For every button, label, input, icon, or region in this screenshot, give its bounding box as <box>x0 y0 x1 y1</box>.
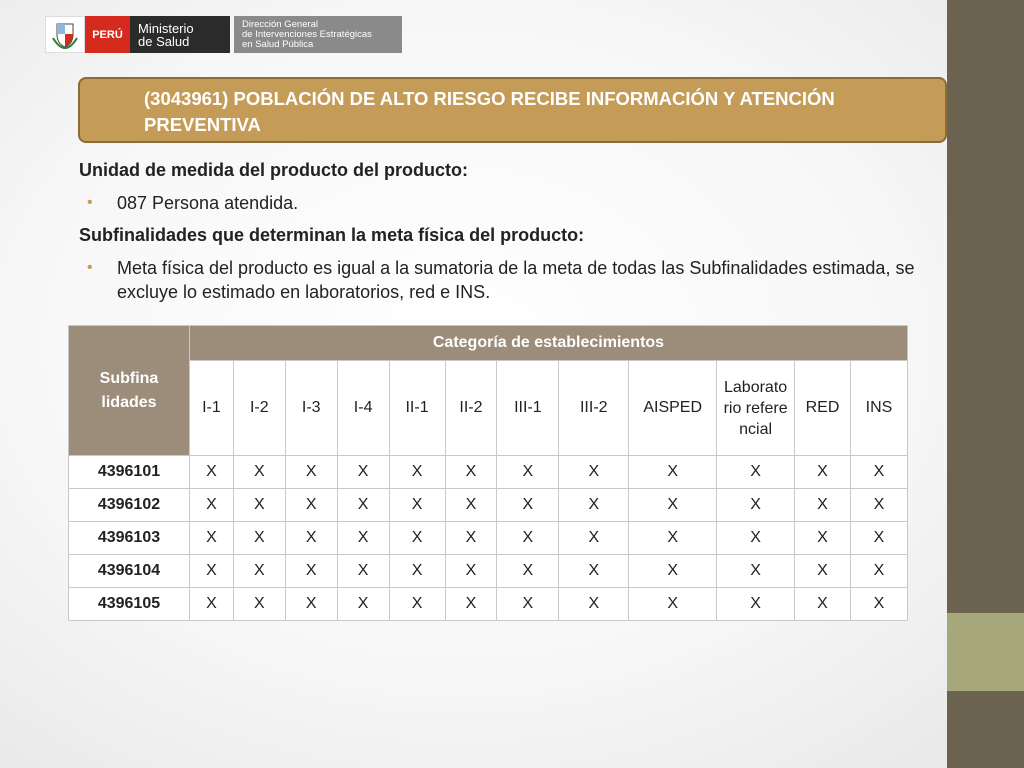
table-cell: X <box>497 588 559 621</box>
table-cell: X <box>445 522 497 555</box>
section2-heading: Subfinalidades que determinan la meta física del producto: <box>79 225 585 245</box>
column-header: I-1 <box>189 361 233 456</box>
row-id-cell: 4396101 <box>69 456 190 489</box>
table-cell: X <box>285 456 337 489</box>
direction-line-1: Dirección General <box>242 18 319 30</box>
table-cell: X <box>233 555 285 588</box>
slide-body <box>79 155 939 312</box>
table-cell: X <box>337 588 389 621</box>
table-cell: X <box>497 522 559 555</box>
table-cell: X <box>850 489 907 522</box>
table-cell: X <box>497 555 559 588</box>
column-header: II-2 <box>445 361 497 456</box>
table-cell: X <box>189 588 233 621</box>
section2-bullet-text: Meta física del producto es igual a la sumatoria de la meta de todas las Subfinalidades estimada, se excluye lo estimado en laboratorios, red e INS. <box>117 258 915 302</box>
subfinalidades-table <box>68 325 908 621</box>
table-cell: X <box>389 456 445 489</box>
table-row <box>69 489 908 522</box>
column-header: I-4 <box>337 361 389 456</box>
table-cell: X <box>389 588 445 621</box>
table-cell: X <box>233 522 285 555</box>
table-row <box>69 588 908 621</box>
table-cell: X <box>285 489 337 522</box>
table-cell: X <box>717 555 795 588</box>
table-row <box>69 456 908 489</box>
table-cell: X <box>285 522 337 555</box>
table-cell: X <box>233 489 285 522</box>
coat-of-arms-icon <box>45 16 85 53</box>
table-cell: X <box>795 489 851 522</box>
decorative-side-bar <box>947 0 1024 768</box>
table-cell: X <box>389 522 445 555</box>
table-cell: X <box>629 588 717 621</box>
table-cell: X <box>795 588 851 621</box>
table-cell: X <box>629 489 717 522</box>
row-id-cell: 4396102 <box>69 489 190 522</box>
table-cell: X <box>445 588 497 621</box>
table-cell: X <box>795 522 851 555</box>
table-cell: X <box>717 456 795 489</box>
table-cell: X <box>795 555 851 588</box>
table-cell: X <box>285 555 337 588</box>
table-cell: X <box>629 522 717 555</box>
section1-bullet-text: 087 Persona atendida. <box>117 193 299 213</box>
table-cell: X <box>629 456 717 489</box>
column-header: Laboratorio referencial <box>717 361 795 456</box>
decorative-side-bar-accent <box>947 613 1024 691</box>
row-header: Subfina lidades <box>69 326 190 456</box>
table-cell: X <box>717 588 795 621</box>
table-cell: X <box>445 489 497 522</box>
table-cell: X <box>559 588 629 621</box>
column-header: III-1 <box>497 361 559 456</box>
ministry-line-2: de Salud <box>138 33 190 49</box>
table-cell: X <box>189 522 233 555</box>
table-cell: X <box>233 456 285 489</box>
table-cell: X <box>717 489 795 522</box>
column-header: RED <box>795 361 851 456</box>
row-id-cell: 4396105 <box>69 588 190 621</box>
table-cell: X <box>795 456 851 489</box>
column-header: INS <box>850 361 907 456</box>
column-header: III-2 <box>559 361 629 456</box>
table-cell: X <box>445 555 497 588</box>
table-cell: X <box>285 588 337 621</box>
bullet-icon: • <box>87 259 93 276</box>
table-cell: X <box>337 456 389 489</box>
column-header: I-2 <box>233 361 285 456</box>
row-id-cell: 4396103 <box>69 522 190 555</box>
table-cell: X <box>559 555 629 588</box>
table-row <box>69 555 908 588</box>
table-cell: X <box>850 522 907 555</box>
ministry-line-1: Ministerio <box>138 20 194 36</box>
table-cell: X <box>559 456 629 489</box>
row-id-cell: 4396104 <box>69 555 190 588</box>
table-cell: X <box>389 555 445 588</box>
column-header: I-3 <box>285 361 337 456</box>
direction-name <box>234 16 402 53</box>
section1-heading: Unidad de medida del producto del producto: <box>79 160 469 180</box>
table-cell: X <box>559 522 629 555</box>
table-cell: X <box>337 555 389 588</box>
table-cell: X <box>850 588 907 621</box>
table-body <box>69 456 908 621</box>
direction-line-3: en Salud Pública <box>242 38 314 50</box>
section1-bullet <box>79 191 939 215</box>
table-cell: X <box>497 489 559 522</box>
table-cell: X <box>337 489 389 522</box>
table-cell: X <box>389 489 445 522</box>
table-cell: X <box>189 489 233 522</box>
table-cell: X <box>337 522 389 555</box>
column-header-row <box>69 361 908 456</box>
table-cell: X <box>189 456 233 489</box>
table-cell: X <box>717 522 795 555</box>
table-cell: X <box>850 456 907 489</box>
peru-label: PERÚ <box>85 16 130 53</box>
minsa-logo <box>45 16 402 53</box>
bullet-icon: • <box>87 194 93 211</box>
table-cell: X <box>850 555 907 588</box>
table-cell: X <box>445 456 497 489</box>
table-cell: X <box>629 555 717 588</box>
table-cell: X <box>559 489 629 522</box>
slide-title: (3043961) POBLACIÓN DE ALTO RIESGO RECIBE INFORMACIÓN Y ATENCIÓN PREVENTIVA <box>78 77 947 143</box>
column-header: AISPED <box>629 361 717 456</box>
table-cell: X <box>497 456 559 489</box>
section2-bullet <box>79 256 939 304</box>
direction-line-2: de Intervenciones Estratégicas <box>242 28 372 40</box>
table-row <box>69 522 908 555</box>
ministry-name <box>130 16 230 53</box>
table-cell: X <box>233 588 285 621</box>
group-header: Categoría de establecimientos <box>189 326 907 361</box>
table-cell: X <box>189 555 233 588</box>
column-header: II-1 <box>389 361 445 456</box>
